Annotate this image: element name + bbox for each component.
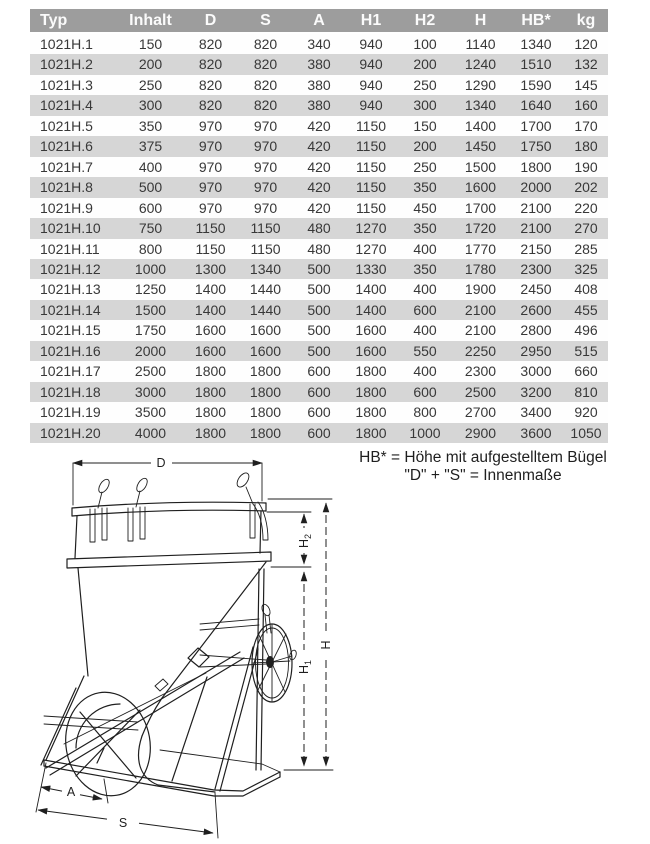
cell-value: 400 (413, 240, 437, 257)
cell-value: 202 (574, 179, 598, 196)
cell-value: 1150 (195, 220, 226, 237)
table-row (30, 177, 608, 197)
table-row (30, 279, 608, 299)
table-row (30, 198, 608, 218)
dim-label-h1: $H_1$ (297, 659, 313, 675)
cell-value: 150 (138, 36, 163, 52)
cell-value: 1720 (464, 220, 497, 237)
cell-value: 350 (138, 117, 163, 134)
cell-value: 1700 (464, 199, 497, 216)
cell-value: 3400 (520, 404, 552, 421)
cell-value: 600 (413, 301, 437, 318)
cell-value: 970 (198, 179, 223, 196)
cell-typ: 1021H.1 (40, 36, 93, 52)
cell-typ: 1021H.15 (40, 322, 101, 339)
cell-typ: 1021H.19 (40, 404, 101, 421)
dim-label-h: H (319, 640, 333, 650)
cell-value: 1150 (250, 220, 281, 237)
cell-typ: 1021H.14 (40, 301, 101, 318)
cell-value: 1450 (464, 138, 497, 155)
footnote-line-2: "D" + "S" = Innenmaße (404, 466, 562, 484)
cell-value: 1140 (465, 36, 496, 52)
cell-value: 1800 (355, 383, 387, 400)
cell-value: 1150 (355, 117, 387, 134)
table-row (30, 33, 608, 54)
table-row (30, 116, 608, 136)
cell-value: 1440 (249, 301, 282, 318)
cell-value: 250 (138, 76, 163, 93)
cell-value: 350 (413, 179, 437, 196)
cell-value: 1510 (520, 56, 552, 73)
dim-label-h2: $H_2$ (297, 533, 313, 549)
cell-typ: 1021H.7 (40, 158, 93, 175)
cell-value: 350 (413, 220, 437, 237)
cell-value: 2100 (520, 220, 552, 237)
cell-value: 1800 (520, 158, 552, 175)
cell-value: 420 (307, 199, 331, 216)
cell-value: 400 (138, 158, 163, 175)
cell-value: 600 (307, 404, 331, 421)
cell-value: 400 (413, 363, 437, 380)
technical-drawing (20, 450, 350, 844)
cell-value: 1900 (464, 281, 497, 298)
cell-value: 1750 (134, 322, 167, 339)
footnote (332, 449, 634, 484)
cell-value: 1000 (134, 260, 167, 277)
cell-typ: 1021H.18 (40, 383, 101, 400)
cell-value: 2500 (464, 383, 497, 400)
cell-value: 1780 (464, 260, 497, 277)
cell-value: 500 (307, 342, 331, 359)
cell-value: 970 (253, 138, 278, 155)
cell-value: 400 (413, 281, 437, 298)
cell-value: 820 (198, 56, 223, 73)
cell-value: 1290 (464, 76, 497, 93)
cell-value: 1340 (249, 260, 282, 277)
table-row (30, 361, 608, 381)
cell-value: 600 (138, 199, 163, 216)
cell-value: 380 (307, 76, 331, 93)
bucket-body (67, 502, 271, 792)
cell-value: 970 (253, 199, 278, 216)
cell-value: 1800 (249, 404, 282, 421)
cell-value: 250 (413, 76, 437, 93)
cell-value: 500 (138, 179, 163, 196)
dimension-d (73, 456, 262, 505)
cell-value: 820 (253, 97, 278, 114)
cell-value: 970 (198, 138, 223, 155)
column-header: D (183, 9, 238, 33)
cell-value: 940 (359, 56, 383, 73)
cell-value: 1800 (194, 424, 227, 441)
support-frame (41, 569, 264, 791)
cell-value: 375 (138, 138, 163, 155)
cell-value: 180 (574, 138, 598, 155)
cell-value: 1800 (355, 404, 387, 421)
cell-value: 940 (359, 36, 383, 52)
cell-value: 810 (574, 383, 598, 400)
cell-value: 1270 (355, 240, 387, 257)
cell-value: 600 (307, 424, 331, 441)
tipping-beam (46, 648, 266, 775)
cell-typ: 1021H.16 (40, 342, 101, 359)
cell-value: 1800 (249, 383, 282, 400)
cell-value: 1400 (194, 281, 227, 298)
cell-typ: 1021H.20 (40, 424, 101, 441)
table-row (30, 54, 608, 74)
cell-value: 300 (138, 97, 163, 114)
cell-typ: 1021H.8 (40, 179, 93, 196)
cell-value: 250 (413, 158, 437, 175)
table-row (30, 402, 608, 422)
cell-value: 190 (574, 158, 598, 175)
table-row (30, 341, 608, 361)
table-row (30, 136, 608, 156)
spec-table (30, 9, 608, 443)
cell-value: 3500 (134, 404, 167, 421)
cell-value: 1800 (355, 424, 387, 441)
cell-value: 750 (138, 220, 163, 237)
cell-value: 2100 (464, 301, 497, 318)
cell-value: 1500 (134, 301, 167, 318)
cell-value: 2900 (464, 424, 497, 441)
cell-value: 3000 (520, 363, 552, 380)
cell-value: 1330 (355, 260, 387, 277)
cell-value: 940 (359, 76, 383, 93)
cell-value: 1600 (464, 179, 497, 196)
cell-value: 480 (307, 220, 331, 237)
cell-value: 600 (307, 383, 331, 400)
table-row (30, 239, 608, 259)
column-header: kg (564, 9, 608, 33)
cell-value: 3600 (520, 424, 552, 441)
cell-typ: 1021H.9 (40, 199, 93, 216)
cell-value: 1800 (355, 363, 387, 380)
cell-value: 120 (574, 36, 598, 52)
cell-typ: 1021H.17 (40, 363, 101, 380)
column-header: S (238, 9, 293, 33)
cell-value: 380 (307, 56, 331, 73)
table-row (30, 259, 608, 279)
cell-value: 515 (574, 342, 598, 359)
cell-value: 970 (198, 117, 223, 134)
cell-value: 820 (253, 76, 278, 93)
cell-value: 500 (307, 301, 331, 318)
cell-value: 1150 (355, 158, 387, 175)
cell-value: 2800 (520, 322, 552, 339)
cell-value: 132 (574, 56, 598, 73)
cell-value: 2300 (464, 363, 497, 380)
cell-value: 820 (198, 36, 223, 52)
cell-value: 1440 (249, 281, 282, 298)
cell-value: 1600 (194, 342, 227, 359)
cell-typ: 1021H.6 (40, 138, 93, 155)
cell-value: 2100 (520, 199, 552, 216)
cell-value: 500 (307, 281, 331, 298)
cell-value: 220 (574, 199, 598, 216)
cell-value: 3200 (520, 383, 552, 400)
cell-value: 1800 (194, 404, 227, 421)
cell-value: 1250 (134, 281, 167, 298)
cell-value: 1800 (194, 363, 227, 380)
cell-value: 340 (307, 36, 331, 52)
table-row (30, 157, 608, 177)
cell-value: 1400 (194, 301, 227, 318)
cell-typ: 1021H.3 (40, 76, 93, 93)
cell-typ: 1021H.10 (40, 220, 101, 237)
cell-value: 1770 (464, 240, 497, 257)
column-header: Inhalt (118, 9, 183, 33)
cell-typ: 1021H.4 (40, 97, 93, 114)
cell-value: 1150 (195, 240, 226, 257)
cell-value: 970 (198, 199, 223, 216)
cell-value: 550 (413, 342, 437, 359)
table-row (30, 218, 608, 238)
cell-value: 285 (574, 240, 598, 257)
column-header: H (453, 9, 508, 33)
cell-value: 420 (307, 158, 331, 175)
cell-value: 400 (413, 322, 437, 339)
footnote-line-1: HB* = Höhe mit aufgestelltem Bügel (359, 449, 607, 466)
cell-value: 200 (413, 138, 437, 155)
cell-value: 200 (413, 56, 437, 73)
cell-value: 1340 (520, 36, 552, 52)
cell-value: 1800 (249, 424, 282, 441)
cell-value: 150 (413, 117, 437, 134)
table-row (30, 300, 608, 320)
cell-value: 325 (574, 260, 598, 277)
cell-value: 2300 (520, 260, 552, 277)
cell-value: 2000 (134, 342, 167, 359)
cell-value: 4000 (134, 424, 167, 441)
cell-value: 270 (574, 220, 598, 237)
cell-typ: 1021H.11 (40, 240, 100, 257)
cell-value: 970 (253, 158, 278, 175)
column-header: HB* (508, 9, 564, 33)
cell-value: 300 (413, 97, 437, 114)
cell-value: 500 (307, 322, 331, 339)
cell-value: 2700 (464, 404, 497, 421)
cell-value: 145 (574, 76, 598, 93)
cell-value: 455 (574, 301, 598, 318)
cell-value: 1300 (194, 260, 227, 277)
cell-value: 2100 (464, 322, 497, 339)
lid-clamps (90, 471, 268, 542)
cell-typ: 1021H.12 (40, 260, 101, 277)
cell-value: 1800 (249, 363, 282, 380)
cell-value: 420 (307, 179, 331, 196)
column-header: Typ (30, 9, 118, 33)
dim-label-d: D (156, 456, 166, 470)
column-header: A (293, 9, 345, 33)
table-row (30, 95, 608, 115)
cell-value: 420 (307, 138, 331, 155)
cell-value: 660 (574, 363, 598, 380)
cell-value: 200 (138, 56, 163, 73)
cell-value: 1150 (355, 138, 387, 155)
cell-value: 1600 (249, 342, 282, 359)
cell-value: 350 (413, 260, 437, 277)
dimension-heights (267, 499, 333, 770)
cell-value: 1150 (355, 199, 387, 216)
cell-value: 970 (198, 158, 223, 175)
cell-typ: 1021H.13 (40, 281, 101, 298)
column-header: H2 (397, 9, 453, 33)
cell-value: 1600 (249, 322, 282, 339)
cell-value: 1590 (520, 76, 552, 93)
cell-value: 450 (413, 199, 437, 216)
cell-value: 1640 (520, 97, 552, 114)
cell-value: 408 (574, 281, 598, 298)
cell-value: 1600 (194, 322, 227, 339)
cell-value: 420 (307, 117, 331, 134)
cell-value: 2250 (464, 342, 497, 359)
cell-value: 1400 (355, 281, 387, 298)
cell-value: 500 (307, 260, 331, 277)
cell-value: 600 (307, 363, 331, 380)
cell-value: 970 (253, 117, 278, 134)
cell-value: 1150 (355, 179, 387, 196)
cell-value: 1600 (355, 322, 387, 339)
cell-value: 1150 (250, 240, 281, 257)
table-row (30, 382, 608, 402)
cell-value: 3000 (134, 383, 167, 400)
cell-value: 1400 (464, 117, 497, 134)
cell-value: 1340 (464, 97, 497, 114)
cell-value: 2000 (520, 179, 552, 196)
cell-value: 2450 (520, 281, 552, 298)
cell-value: 1270 (355, 220, 387, 237)
cell-value: 2500 (134, 363, 167, 380)
cell-value: 496 (574, 322, 598, 339)
table-row (30, 423, 608, 443)
dim-label-s: S (118, 816, 128, 830)
cell-value: 1600 (355, 342, 387, 359)
cell-value: 820 (253, 56, 278, 73)
cell-value: 1050 (570, 424, 602, 441)
cell-value: 940 (359, 97, 383, 114)
cell-value: 2150 (520, 240, 552, 257)
cell-value: 2950 (520, 342, 552, 359)
cell-value: 1800 (194, 383, 227, 400)
cell-value: 800 (138, 240, 163, 257)
cell-value: 800 (413, 404, 437, 421)
cell-value: 1500 (464, 158, 497, 175)
cell-value: 600 (413, 383, 437, 400)
table-row (30, 320, 608, 340)
cell-value: 820 (198, 97, 223, 114)
cell-value: 1700 (520, 117, 552, 134)
cell-value: 1000 (409, 424, 441, 441)
cell-value: 1400 (355, 301, 387, 318)
cell-value: 100 (413, 36, 437, 52)
cell-value: 160 (574, 97, 598, 114)
cell-value: 920 (574, 404, 598, 421)
cell-value: 480 (307, 240, 331, 257)
cell-value: 380 (307, 97, 331, 114)
cell-value: 820 (253, 36, 278, 52)
table-row (30, 75, 608, 95)
cell-value: 970 (253, 179, 278, 196)
cell-typ: 1021H.2 (40, 56, 93, 73)
header-row (30, 9, 608, 33)
dim-label-a: A (66, 785, 76, 799)
cell-value: 1750 (520, 138, 552, 155)
cell-value: 2600 (520, 301, 552, 318)
cell-value: 170 (574, 117, 598, 134)
cell-value: 1240 (464, 56, 497, 73)
column-header: H1 (345, 9, 397, 33)
cell-typ: 1021H.5 (40, 117, 93, 134)
cell-value: 820 (198, 76, 223, 93)
